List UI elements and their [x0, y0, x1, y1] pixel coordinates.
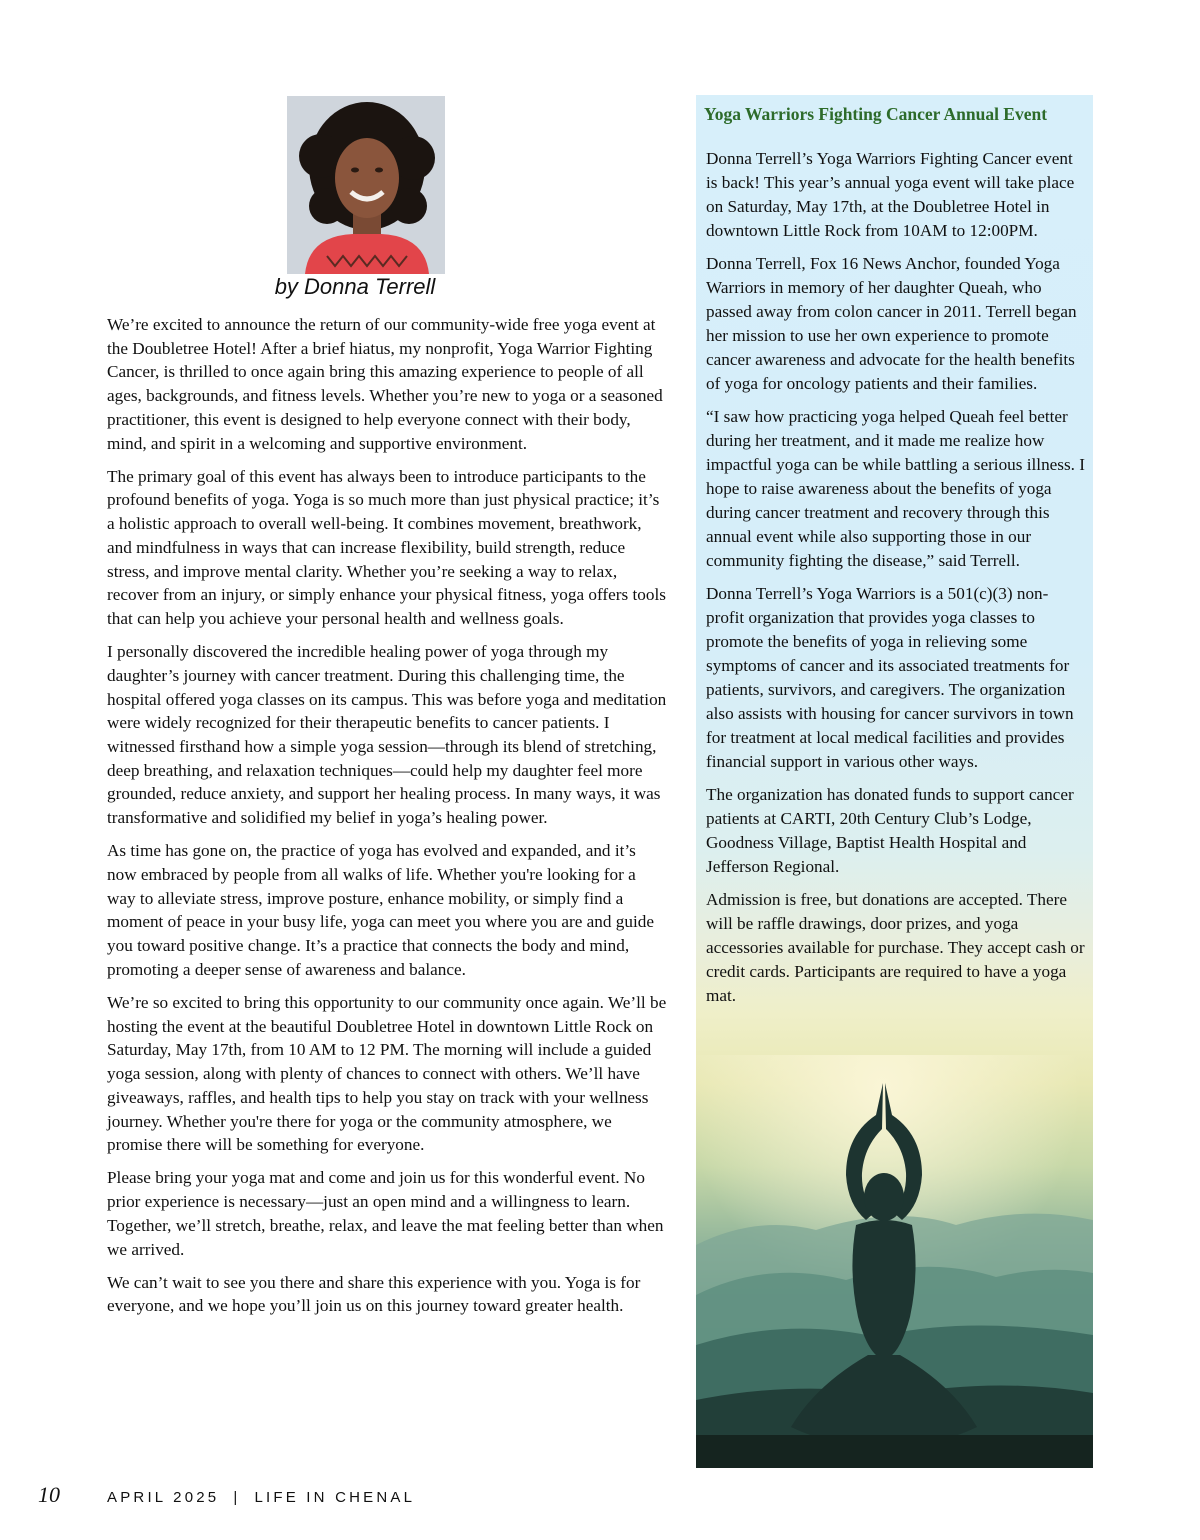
sidebar-paragraph: Donna Terrell, Fox 16 News Anchor, founded Yoga Warriors in memory of her daughter Queah, who passed away from colon cancer in 2011. Terrell began her mission to use her own experience to promote cancer awareness and advocate for the health benefits of yoga for oncology patients and their families. [706, 254, 1077, 393]
author-portrait-illustration [287, 96, 445, 274]
article-body [107, 313, 667, 1328]
sidebar-paragraph: The organization has donated funds to support cancer patients at CARTI, 20th Century Club’s Lodge, Goodness Village, Baptist Health Hospital and Jefferson Regional. [706, 785, 1074, 876]
article-paragraph: Please bring your yoga mat and come and join us for this wonderful event. No prior experience is necessary—just an open mind and a willingness to learn. Together, we’ll stretch, breathe, relax, and leave the mat feeling better than when we arrived. [107, 1168, 664, 1259]
meditation-silhouette-illustration [696, 1055, 1093, 1468]
page-number: 10 [38, 1482, 60, 1507]
article-paragraph: As time has gone on, the practice of yoga has evolved and expanded, and it’s now embraced by people from all walks of life. Whether you're looking for a way to alleviate stress, improve posture, enhance mobility, or simply find a moment of peace in your busy life, yoga can meet you where you are and guide you toward positive change. It’s a practice that connects the body and mind, promoting a deeper sense of awareness and balance. [107, 841, 654, 979]
article-paragraph: We’re excited to announce the return of our community-wide free yoga event at the Doubletree Hotel! After a brief hiatus, my nonprofit, Yoga Warrior Fighting Cancer, is thrilled to once again bring this amazing experience to people of all ages, backgrounds, and fitness levels. Whether you’re new to yoga or a seasoned practitioner, this event is designed to help everyone connect with their body, mind, and spirit in a welcoming and supportive environment. [107, 315, 663, 453]
sidebar-body [706, 147, 1086, 1017]
footer-separator: | [233, 1489, 241, 1506]
sidebar-paragraph: Donna Terrell’s Yoga Warriors Fighting Cancer event is back! This year’s annual yoga event will take place on Saturday, May 17th, at the Doubletree Hotel in downtown Little Rock from 10AM to 12:00PM. [706, 149, 1075, 240]
sidebar-paragraph: Donna Terrell’s Yoga Warriors is a 501(c)(3) non-profit organization that provides yoga classes to promote the benefits of yoga in relieving some symptoms of cancer and its associated treatments for patients, survivors, and caregivers. The organization also assists with housing for cancer survivors in town for treatment at local medical facilities and provides financial support in various other ways. [706, 584, 1074, 771]
article-paragraph: The primary goal of this event has always been to introduce participants to the profound benefits of yoga. Yoga is so much more than just physical practice; it’s a holistic approach to overall well-being. It combines movement, breathwork, and mindfulness in ways that can increase flexibility, build strength, reduce stress, and improve mental clarity. Whether you’re seeking a way to relax, recover from an injury, or simply enhance your physical fitness, yoga offers tools that can help you achieve your personal health and wellness goals. [107, 466, 666, 628]
footer-publication: LIFE IN CHENAL [254, 1489, 416, 1506]
footer-publication-line [107, 1489, 415, 1506]
sidebar-title: Yoga Warriors Fighting Cancer Annual Event [704, 104, 1048, 124]
author-photo [287, 96, 445, 274]
article-paragraph: I personally discovered the incredible healing power of yoga through my daughter’s journey with cancer treatment. During this challenging time, the hospital offered yoga classes on its campus. This was before yoga and meditation were widely recognized for their therapeutic benefits to cancer patients. I witnessed firsthand how a simple yoga session—through its blend of stretching, deep breathing, and relaxation techniques—could help my daughter feel more grounded, reduce anxiety, and support her healing process. In many ways, it was transformative and solidified my belief in yoga’s healing power. [107, 642, 667, 828]
byline: by Donna Terrell [274, 274, 436, 299]
sidebar-paragraph: “I saw how practicing yoga helped Queah feel better during her treatment, and it made me realize how impactful yoga can be while battling a serious illness. I hope to raise awareness about the benefits of yoga during cancer treatment and recovery through this annual event while also supporting those in our community fighting the disease,” said Terrell. [706, 407, 1085, 570]
footer-issue: APRIL 2025 [107, 1489, 220, 1506]
article-paragraph: We can’t wait to see you there and share this experience with you. Yoga is for everyone, and we hope you’ll join us on this journey toward greater health. [107, 1272, 641, 1316]
event-sidebar [696, 95, 1093, 1468]
sidebar-paragraph: Admission is free, but donations are accepted. There will be raffle drawings, door prizes, and yoga accessories available for purchase. They accept cash or credit cards. Participants are required to have a yoga mat. [706, 890, 1085, 1005]
article-paragraph: We’re so excited to bring this opportunity to our community once again. We’ll be hosting the event at the beautiful Doubletree Hotel in downtown Little Rock on Saturday, May 17th, from 10 AM to 12 PM. The morning will include a guided yoga session, along with plenty of chances to connect with others. We’ll have giveaways, raffles, and health tips to help you stay on track with your wellness journey. Whether you're there for yoga or the community atmosphere, we promise there will be something for everyone. [107, 992, 667, 1155]
